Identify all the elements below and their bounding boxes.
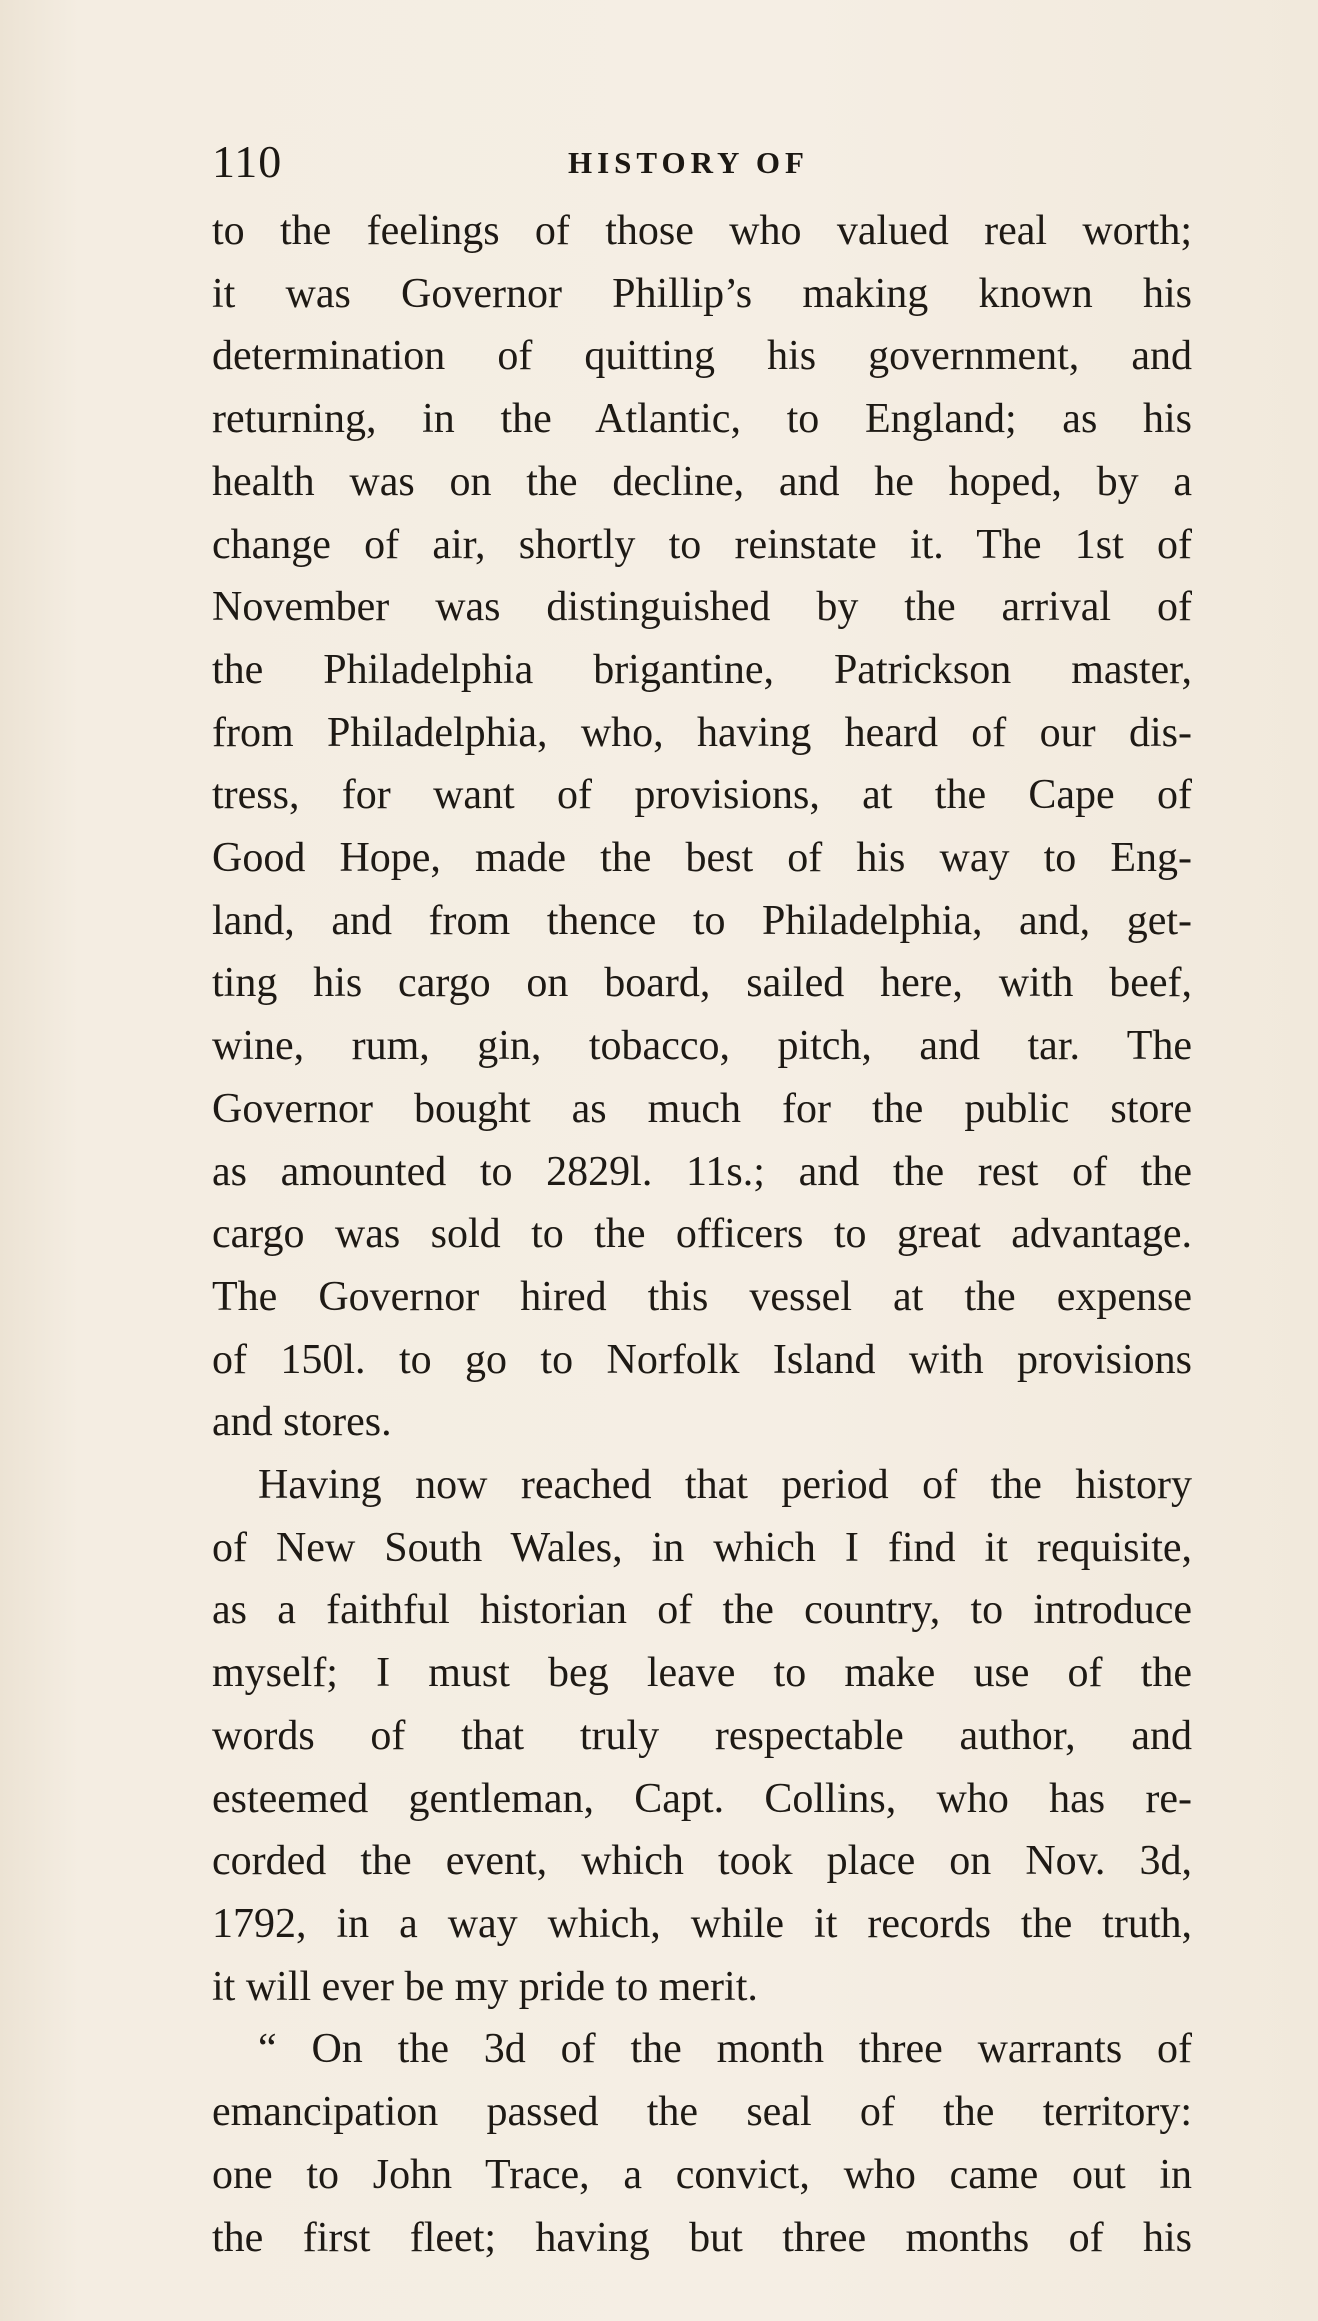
text-line: to the feelings of those who valued real worth; (212, 208, 1192, 254)
text-line: as a faithful historian of the country, to introduce (212, 1587, 1192, 1634)
running-head: HISTORY OF (568, 145, 809, 180)
text-line: November was distinguished by the arrival of (212, 584, 1192, 631)
text-line: as amounted to 2829l. 11s.; and the rest of the (212, 1148, 1192, 1195)
text-line: one to John Trace, a convict, who came out in (212, 2151, 1192, 2198)
text-line: esteemed gentleman, Capt. Collins, who has re- (212, 1775, 1192, 1822)
text-line: words of that truly respectable author, and (212, 1712, 1192, 1759)
text-line: health was on the decline, and he hoped, by a (212, 458, 1192, 505)
paragraph-end-line: and stores. (212, 1399, 392, 1446)
text-line: tress, for want of provisions, at the Cape of (212, 772, 1192, 819)
text-line: Governor bought as much for the public store (212, 1085, 1192, 1132)
text-line: myself; I must beg leave to make use of the (212, 1650, 1192, 1697)
paragraph-first-line: Having now reached that period of the history (258, 1462, 1192, 1509)
text-line: The Governor hired this vessel at the expense (212, 1273, 1192, 1320)
text-line: returning, in the Atlantic, to England; as his (212, 396, 1192, 443)
body-text (212, 200, 1192, 2269)
quote-first-line: “ On the 3d of the month three warrants of (258, 2026, 1192, 2073)
text-line: it was Governor Phillip’s making known his (212, 270, 1192, 317)
page-number: 110 (212, 136, 283, 187)
text-line: 1792, in a way which, while it records the truth, (212, 1900, 1192, 1947)
text-line: wine, rum, gin, tobacco, pitch, and tar. The (212, 1023, 1192, 1070)
text-line: the Philadelphia brigantine, Patrickson master, (212, 646, 1192, 693)
text-line: of New South Wales, in which I find it requisite, (212, 1524, 1192, 1571)
text-line: from Philadelphia, who, having heard of our dis- (212, 709, 1192, 756)
text-line: the first fleet; having but three months of his (212, 2214, 1192, 2261)
text-line: Good Hope, made the best of his way to Eng- (212, 835, 1192, 882)
text-line: emancipation passed the seal of the territory: (212, 2089, 1192, 2136)
text-line: of 150l. to go to Norfolk Island with provisions (212, 1336, 1192, 1383)
page-header (212, 132, 1202, 192)
text-line: ting his cargo on board, sailed here, with beef, (212, 960, 1192, 1007)
text-line: cargo was sold to the officers to great advantage. (212, 1211, 1192, 1258)
text-line: corded the event, which took place on Nov. 3d, (212, 1838, 1192, 1885)
paragraph-end-line: it will ever be my pride to merit. (212, 1963, 758, 2010)
text-line: change of air, shortly to reinstate it. The 1st of (212, 521, 1192, 568)
text-line: determination of quitting his government, and (212, 333, 1192, 380)
text-line: land, and from thence to Philadelphia, and, get- (212, 897, 1192, 944)
